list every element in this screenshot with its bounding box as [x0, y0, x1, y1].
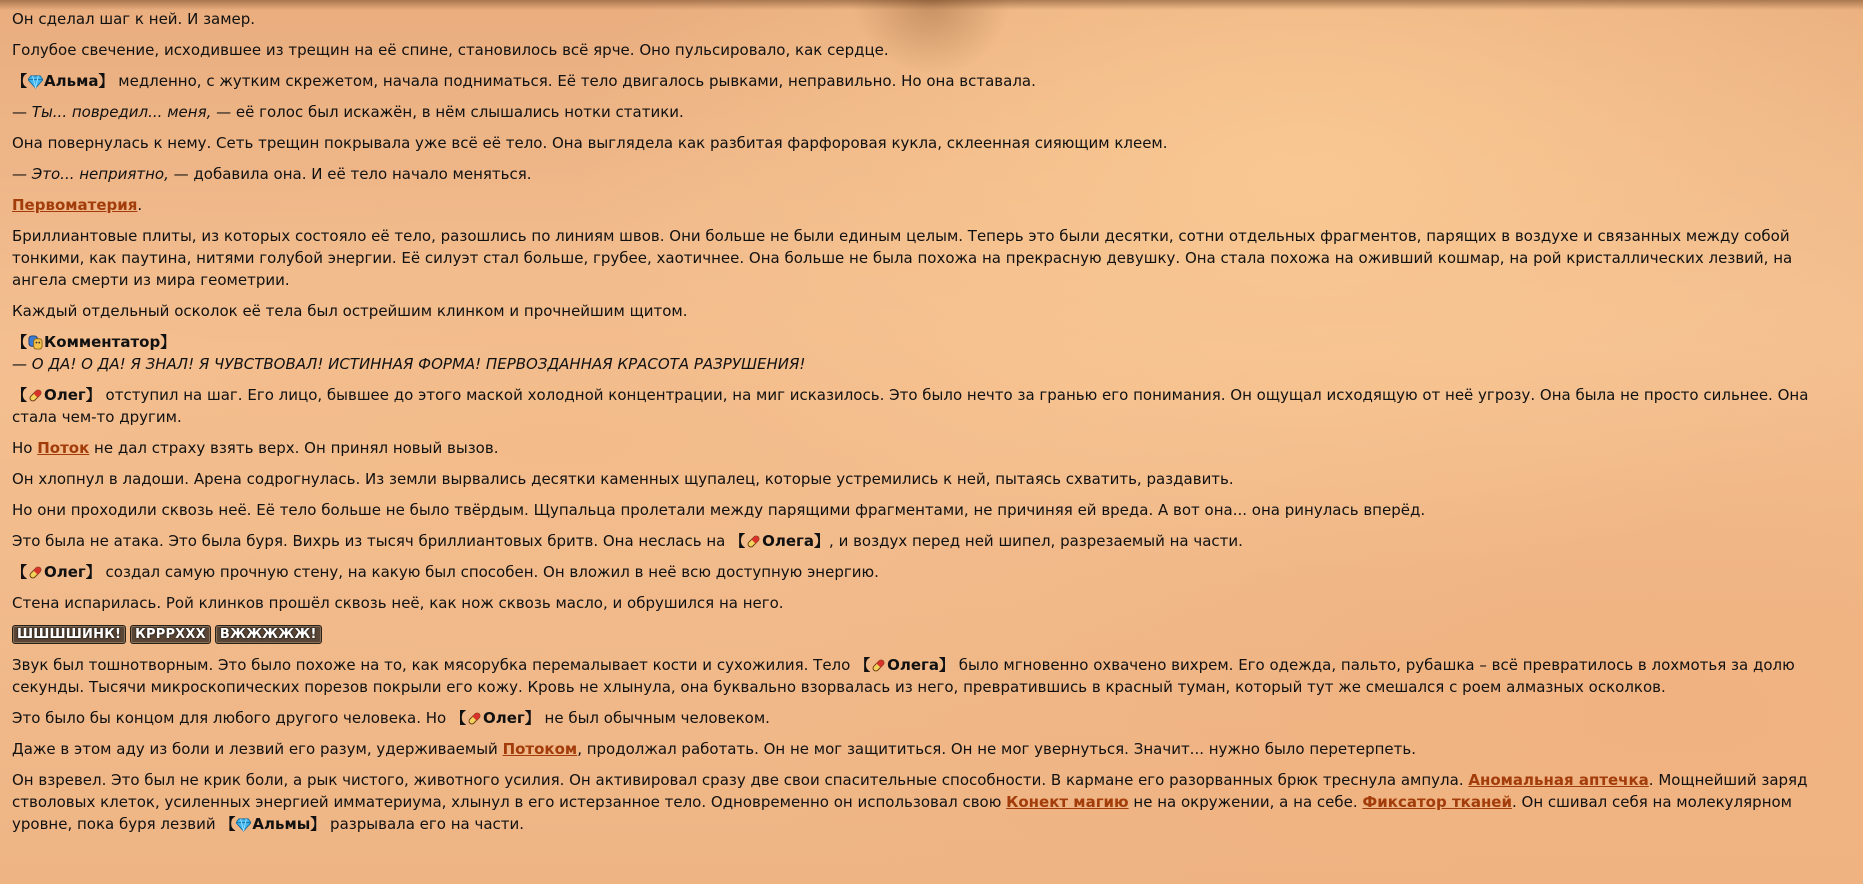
commentator-heading — [12, 331, 1851, 353]
paragraph-4: — Ты... повредил... меня, — её голос был искажён, в нём слышались нотки статики. — [12, 103, 684, 121]
character-tag-oleg: 【 Олега】 — [855, 656, 954, 674]
paragraph-14: Но они проходили сквозь неё. Её тело больше не было твёрдым. Щупальца пролетали между парящими фрагментами, не причиняя ей вреда. А вот она... она ринулась вперёд. — [12, 501, 1426, 519]
paragraph-12: Но Поток не дал страху взять верх. Он принял новый вызов. — [12, 439, 499, 457]
character-tag-alma: 【 Альма】 — [12, 72, 114, 90]
paragraph-3: 【 Альма】 медленно, с жутким скрежетом, начала подниматься. Её тело двигалось рывками, неправильно. Но она вставала. — [12, 72, 1036, 90]
paragraph-17: Стена испарилась. Рой клинков прошёл сквозь неё, как нож сквозь масло, и обрушился на него. — [12, 594, 784, 612]
paragraph-20: Даже в этом аду из боли и лезвий его разум, удерживаемый Потоком, продолжал работать. Он не мог защититься. Он не мог увернуться. Значит... нужно было перетерпеть. — [12, 740, 1416, 758]
diamond-icon — [236, 817, 251, 832]
paragraph-6: — Это... неприятно, — добавила она. И её тело начало меняться. — [12, 165, 532, 183]
link-potok[interactable]: Поток — [37, 439, 90, 457]
link-potokom[interactable]: Потоком — [502, 740, 578, 758]
paragraph-16: 【 Олег】 создал самую прочную стену, на какую был способен. Он вложил в неё всю доступную энергию. — [12, 563, 879, 581]
sfx-badge: ШШШШИНК! — [12, 625, 126, 644]
paragraph-21: Он взревел. Это был не крик боли, а рык чистого, животного усилия. Он активировал сразу две свои спасительные способности. В кармане его разорванных брюк треснула ампула. Аномальная аптечка. Мощнейший заряд стволовых клеток, усиленных энергией имматериума, хлынул в его истерзанное тело. Одновременно он использовал свою Конект магию не на окружении, а на себе. Фиксатор тканей. Он сшивал себя на молекулярном уровне, пока буря лезвий 【 Альмы】 разрывала его на части. — [12, 771, 1808, 833]
link-pervomateriya[interactable]: Первоматерия — [12, 196, 138, 214]
pill-icon — [28, 565, 43, 580]
paragraph-2: Голубое свечение, исходившее из трещин на её спине, становилось всё ярче. Оно пульсировало, как сердце. — [12, 41, 889, 59]
paragraph-18: Звук был тошнотворным. Это было похоже на то, как мясорубка перемалывает кости и сухожилия. Тело 【 Олега】 было мгновенно охвачено вихрем. Его одежда, пальто, рубашка – всё превратилось в лохмотья за долю секунды. Тысячи микроскопических порезов покрыли его кожу. Кровь не хлынула, она буквально взорвалась из него, превратившись в красный туман, который тут же смешался с роем алмазных осколков. — [12, 656, 1795, 696]
sound-effects — [12, 623, 1851, 645]
paragraph-7: Первоматерия. — [12, 196, 143, 214]
paragraph-15: Это была не атака. Это была буря. Вихрь из тысяч бриллиантовых бритв. Она неслась на 【 Олега】, и воздух перед ней шипел, разрезаемый на части. — [12, 532, 1243, 550]
paragraph-5: Она повернулась к нему. Сеть трещин покрывала уже всё её тело. Она выглядела как разбитая фарфоровая кукла, склеенная сияющим клеем. — [12, 134, 1168, 152]
pill-icon — [28, 388, 43, 403]
character-tag-oleg: 【 Олег】 — [12, 563, 101, 581]
paragraph-13: Он хлопнул в ладоши. Арена содрогнулась. Из земли вырвались десятки каменных щупалец, которые устремились к ней, пытаясь схватить, раздавить. — [12, 470, 1234, 488]
commentator-quote: — О ДА! О ДА! Я ЗНАЛ! Я ЧУВСТВОВАЛ! ИСТИННАЯ ФОРМА! ПЕРВОЗДАННАЯ КРАСОТА РАЗРУШЕНИЯ! — [12, 355, 806, 373]
paragraph-8: Бриллиантовые плиты, из которых состояло её тело, разошлись по линиям швов. Они больше не были единым целым. Теперь это были десятки, сотни отдельных фрагментов, парящих в воздухе и связанных между собой тонкими, как паутина, нитями голубой энергии. Её силуэт стал больше, грубее, хаотичнее. Она больше не была похожа на прекрасную девушку. Она стала похожа на оживший кошмар, на рой кристаллических лезвий, на ангела смерти из мира геометрии. — [12, 227, 1793, 289]
pill-icon — [746, 534, 761, 549]
sfx-badge: ВЖЖЖЖЖ! — [215, 625, 322, 644]
link-fiksator-tkaney[interactable]: Фиксатор тканей — [1362, 793, 1512, 811]
top-shadow — [0, 0, 1863, 10]
character-tag-oleg: 【 Олег】 — [12, 386, 101, 404]
link-konekt-magiyu[interactable]: Конект магию — [1006, 793, 1129, 811]
link-anomalnaya-aptechka[interactable]: Аномальная аптечка — [1468, 771, 1649, 789]
pill-icon — [467, 711, 482, 726]
sfx-badge: КРРРХХХ — [130, 625, 211, 644]
mask-icon — [28, 335, 43, 350]
character-tag-oleg: 【 Олега】 — [730, 532, 830, 550]
character-tag-alma: 【 Альмы】 — [220, 815, 326, 833]
character-tag-oleg: 【 Олег】 — [450, 709, 540, 727]
paragraph-9: Каждый отдельный осколок её тела был острейшим клинком и прочнейшим щитом. — [12, 302, 688, 320]
character-tag-commentator: 【 Комментатор】 — [12, 333, 176, 351]
pill-icon — [871, 658, 886, 673]
diamond-icon — [28, 74, 43, 89]
paragraph-19: Это было бы концом для любого другого человека. Но 【 Олег】 не был обычным человеком. — [12, 709, 770, 727]
paragraph-11: 【 Олег】 отступил на шаг. Его лицо, бывшее до этого маской холодной концентрации, на миг исказилось. Это было нечто за гранью его понимания. Он ощущал исходящую от неё угрозу. Она была не просто сильнее. Она стала чем-то другим. — [12, 386, 1809, 426]
paragraph-1: Он сделал шаг к ней. И замер. — [12, 10, 256, 28]
